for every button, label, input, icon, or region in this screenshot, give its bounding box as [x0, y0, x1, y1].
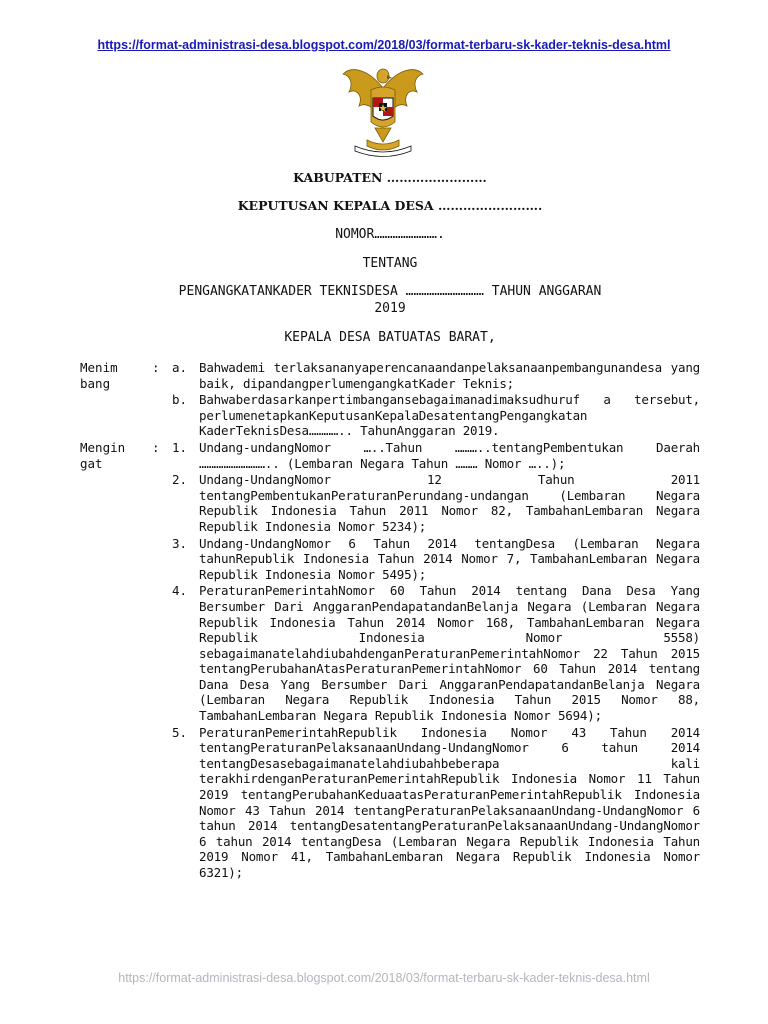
- section-menimbang: [80, 360, 700, 440]
- section-label: Mengin gat: [80, 439, 126, 471]
- list-item: [172, 472, 700, 534]
- item-marker: 2.: [172, 472, 188, 488]
- item-text: PeraturanPemerintahNomor 60 Tahun 2014 tentang Dana Desa Yang Bersumber Dari AnggaranPendapatandanBelanja Negara (Lembaran Negara Republik Indonesia Tahun 2014 Nomor 168, TambahanLembaran Negara Republik Indonesia Nomor 5558) sebagaimanatelahdiubahdenganPeraturanPemerintahNomor 22 Tahun 2015 tentangPerubahanAtasPeraturanPemerintahNomor 60 Tahun 2014 tentang Dana Desa Yang Bersumber Dari AnggaranPendapatandanBelanja Negara (Lembaran Negara Republik Indonesia Tahun 2015 Nomor 88, TambahanLembaran Negara Republik Indonesia Nomor 5694);: [199, 583, 700, 724]
- keputusan-title: KEPUTUSAN KEPALA DESA …………………….: [237, 198, 543, 213]
- item-marker: b.: [172, 392, 188, 408]
- list-item: [172, 392, 700, 439]
- item-marker: 1.: [172, 439, 188, 455]
- section-mengingat: [80, 440, 700, 882]
- subject-line-2: 2019: [374, 301, 406, 316]
- item-text: PeraturanPemerintahRepublik Indonesia Nomor 43 Tahun 2014 tentangPeraturanPelaksanaanUndang-UndangNomor 6 tahun 2014 tentangDesasebagaimanatelahdiubahbeberapa kali terakhirdenganPeraturanPemerintahRepublik Indonesia Nomor 11 Tahun 2019 tentangPerubahanKeduaatasPeraturanPemerintahRepublik Indonesia Nomor 43 Tahun 2014 tentangPeraturanPelaksanaanUndang-UndangNomor 6 tahun 2014 tentangDesatentangPeraturanPelaksanaanUndang-UndangNomor 6 tahun 2014 tentangDesa (Lembaran Negara Republik Indonesia Tahun 2019 Nomor 41, TambahanLembaran Negara Republik Indonesia Nomor 6321);: [199, 724, 700, 880]
- list-item: [172, 536, 700, 583]
- section-items: [172, 440, 700, 882]
- list-item: [172, 583, 700, 723]
- kabupaten-title: KABUPATEN ……………………: [293, 170, 487, 185]
- item-text: Undang-undangNomor …..Tahun ………..tentangPembentukan Daerah ……………………….. (Lembaran Negara Tahun ……… Nomor …..);: [199, 439, 700, 471]
- section-colon: :: [152, 439, 160, 455]
- list-item: [172, 360, 700, 391]
- item-marker: a.: [172, 360, 188, 375]
- tentang-line: TENTANG: [362, 256, 418, 271]
- item-text: Bahwademi terlaksananyaperencanaandanpelaksanaanpembangunandesa yang baik, dipandangperlumengangkatKader Teknis;: [199, 360, 700, 391]
- kepala-desa-line: KEPALA DESA BATUATAS BARAT,: [284, 330, 496, 345]
- source-link-bottom[interactable]: https://format-administrasi-desa.blogspot.com/2018/03/format-terbaru-sk-kader-teknis-desa.html: [118, 971, 650, 985]
- section-items: [172, 360, 700, 440]
- subject-line-1: PENGANGKATANKADER TEKNISDESA ………………………… TAHUN ANGGARAN: [178, 284, 602, 299]
- section-colon: :: [152, 360, 160, 375]
- item-marker: 4.: [172, 583, 188, 599]
- item-text: Undang-UndangNomor 6 Tahun 2014 tentangDesa (Lembaran Negara tahunRepublik Indonesia Tahun 2014 Nomor 7, TambahanLembaran Negara Republik Indonesia Nomor 5495);: [199, 535, 700, 582]
- item-text: Undang-UndangNomor 12 Tahun 2011 tentangPembentukanPeraturanPerundang-undangan (Lembaran Negara Republik Indonesia Tahun 2011 Nomor 82, TambahanLembaran Negara Republik Indonesia Nomor 5234);: [199, 472, 700, 534]
- item-text: Bahwaberdasarkanpertimbangansebagaimanadimaksudhuruf a tersebut, perlumenetapkanKeputusanKepalaDesatentangPengangkatan KaderTeknisDesa………….. TahunAnggaran 2019.: [199, 392, 700, 439]
- list-item: [172, 725, 700, 881]
- document-body: [80, 360, 700, 882]
- garuda-emblem-icon: [337, 58, 429, 158]
- nomor-line: NOMOR…………………….: [335, 227, 445, 242]
- section-label: Menim bang: [80, 360, 118, 391]
- list-item: [172, 440, 700, 471]
- item-marker: 3.: [172, 535, 188, 551]
- source-link-top[interactable]: https://format-administrasi-desa.blogspot.com/2018/03/format-terbaru-sk-kader-teknis-desa.html: [97, 38, 671, 52]
- item-marker: 5.: [172, 724, 188, 740]
